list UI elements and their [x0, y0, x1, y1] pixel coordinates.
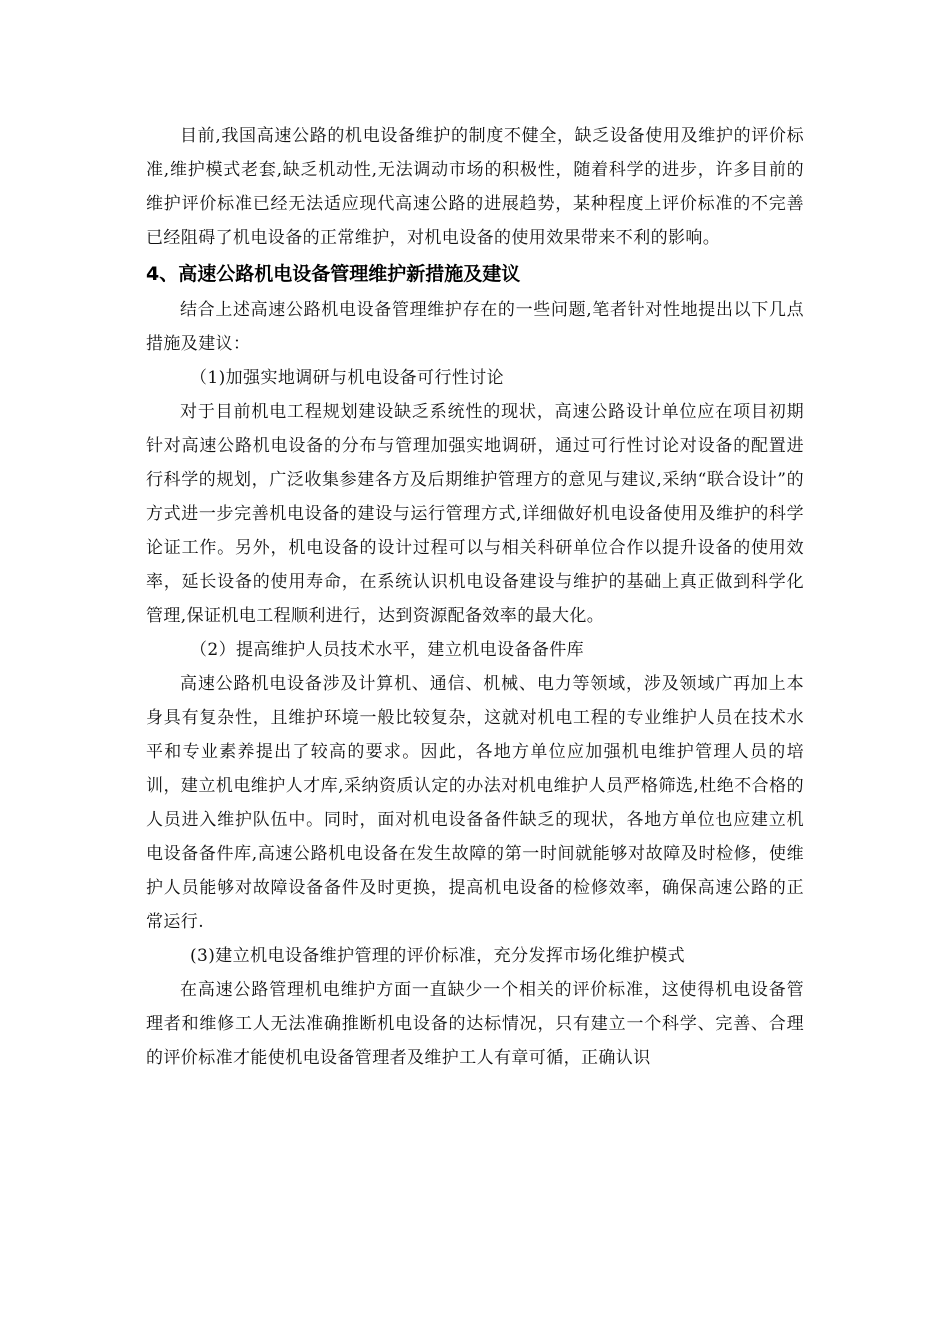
section-heading-4: 4、高速公路机电设备管理维护新措施及建议 [146, 263, 521, 285]
paragraph-current-situation: 目前,我国高速公路的机电设备维护的制度不健全，缺乏设备使用及维护的评价标准,维护模式老套,缺乏机动性,无法调动市场的积极性，随着科学的进步，许多目前的维护评价标准已经无法适应现代高速公路的进展趋势，某种程度上评价标准的不完善已经阻碍了机电设备的正常维护，对机电设备的使用效果带来不利的影响。 [146, 126, 804, 248]
paragraph-measure-3: 在高速公路管理机电维护方面一直缺少一个相关的评价标准，这使得机电设备管理者和维修工人无法准确推断机电设备的达标情况，只有建立一个科学、完善、合理的评价标准才能使机电设备管理者及维护工人有章可循，正确认识 [146, 980, 804, 1068]
paragraph-measure-2: 高速公路机电设备涉及计算机、通信、机械、电力等领域，涉及领域广再加上本身具有复杂性，且维护环境一般比较复杂，这就对机电工程的专业维护人员在技术水平和专业素养提出了较高的要求。因此，各地方单位应加强机电维护管理人员的培训，建立机电维护人才库,采纳资质认定的办法对机电维护人员严格筛选,杜绝不合格的人员进入维护队伍中。同时，面对机电设备备件缺乏的现状，各地方单位也应建立机电设备备件库,高速公路机电设备在发生故障的第一时间就能够对故障及时检修，使维护人员能够对故障设备备件及时更换，提高机电设备的检修效率，确保高速公路的正常运行. [146, 674, 804, 932]
subheading-measure-2: （2）提高维护人员技术水平，建立机电设备备件库 [190, 640, 585, 660]
paragraph-intro-measures: 结合上述高速公路机电设备管理维护存在的一些问题,笔者针对性地提出以下几点措施及建议： [146, 300, 804, 354]
subheading-measure-3: (3)建立机电设备维护管理的评价标准，充分发挥市场化维护模式 [190, 946, 686, 966]
subheading-measure-1: （1)加强实地调研与机电设备可行性讨论 [190, 368, 505, 388]
document-body [146, 119, 804, 1075]
paragraph-measure-1: 对于目前机电工程规划建设缺乏系统性的现状，高速公路设计单位应在项目初期针对高速公路机电设备的分布与管理加强实地调研，通过可行性讨论对设备的配置进行科学的规划，广泛收集参建各方及后期维护管理方的意见与建议,采纳“联合设计”的方式进一步完善机电设备的建设与运行管理方式,详细做好机电设备使用及维护的科学论证工作。另外，机电设备的设计过程可以与相关科研单位合作以提升设备的使用效率，延长设备的使用寿命，在系统认识机电设备建设与维护的基础上真正做到科学化管理,保证机电工程顺利进行，达到资源配备效率的最大化。 [146, 402, 804, 626]
